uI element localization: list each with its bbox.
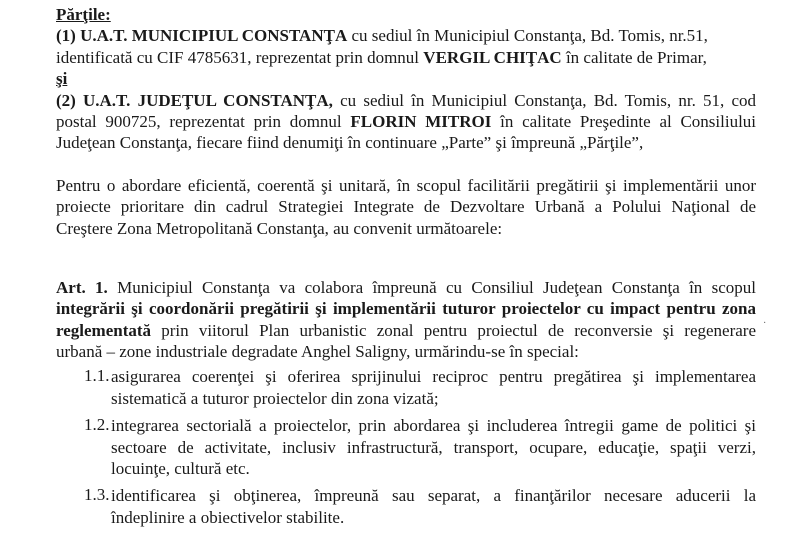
list-item-1-2: 1.2. integrarea sectorială a proiectelor, prin abordarea şi includerea întregii game de politici şi sectoare de activitate, inclusiv infrastructură, transport, ocupare, educaţie, spaţii verzi, locuinţe, cultură etc.: [84, 415, 756, 479]
party-1-line-2: identificată cu CIF 4785631, reprezentat prin domnul VERGIL CHIŢAC în calitate de Primar,: [56, 47, 707, 67]
party-1-representative: VERGIL CHIŢAC: [423, 47, 562, 67]
party-2-name: (2) U.A.T. JUDEŢUL CONSTANŢA,: [56, 90, 333, 110]
party-1-number: (1): [56, 26, 81, 46]
article-1-line-3: reglementată prin viitorul Plan urbanistic zonal pentru proiectul de reconversie şi regenerare: [56, 320, 756, 340]
article-1-line-2: integrării şi coordonării pregătirii şi implementării tuturor proiectelor cu impact pentru zona: [56, 299, 756, 319]
margin-mark: ·: [763, 318, 767, 329]
document-page: [56, 4, 756, 528]
intro-line-2: proiecte prioritare din cadrul Strategiei Integrate de Dezvoltare Urbană a Polului Naţional de: [56, 197, 756, 217]
conjunction: şi: [56, 69, 68, 89]
article-1-line-1: Art. 1. Municipiul Constanţa va colabora împreună cu Consiliul Judeţean Constanţa în scopul: [56, 277, 756, 297]
list-item-number: 1.3.: [84, 485, 110, 505]
party-2-line-3: Judeţean Constanţa, fiecare fiind denumiţi în continuare „Parte” şi împreună „Părţile”,: [56, 133, 644, 153]
party-2-line-1: [56, 90, 756, 111]
intro-line-3: Creştere Zona Metropolitană Constanţa, au convenit următoarele:: [56, 218, 503, 238]
party-1-line-1: [56, 25, 756, 46]
article-1-label: Art. 1.: [56, 277, 108, 297]
article-1-line-4: urbană – zone industriale degradate Anghel Saligny, urmărindu-se în special:: [56, 342, 579, 362]
list-item-number: 1.2.: [84, 415, 110, 435]
party-2-representative: FLORIN MITROI: [350, 111, 492, 131]
party-1-name: U.A.T. MUNICIPIUL CONSTANŢA: [80, 26, 348, 46]
list-item-1-3: 1.3. identificarea şi obţinerea, împreună sau separat, a finanţărilor necesare aducerii la îndeplinire a obiectivelor stabilite.: [84, 485, 756, 527]
list-item-number: 1.1.: [84, 366, 110, 386]
party-2-address: cu sediul în Municipiul Constanţa, Bd. Tomis, nr. 51, cod: [332, 90, 757, 110]
party-2-line-2: postal 900725, reprezentat prin domnul FLORIN MITROI în calitate Preşedinte al Consiliului: [56, 111, 757, 131]
intro-line-1: Pentru o abordare eficientă, coerentă şi unitară, în scopul facilitării pregătirii şi implementării unor: [56, 175, 756, 195]
list-item-1-1: 1.1. asigurarea coerenţei şi oferirea sprijinului reciproc pentru pregătirea şi implementarea sistematică a tuturor proiectelor din zona vizată;: [84, 366, 756, 408]
party-1-address: cu sediul în Municipiul Constanţa, Bd. Tomis, nr.51,: [347, 26, 708, 46]
section-heading: Părţile:: [56, 5, 111, 24]
